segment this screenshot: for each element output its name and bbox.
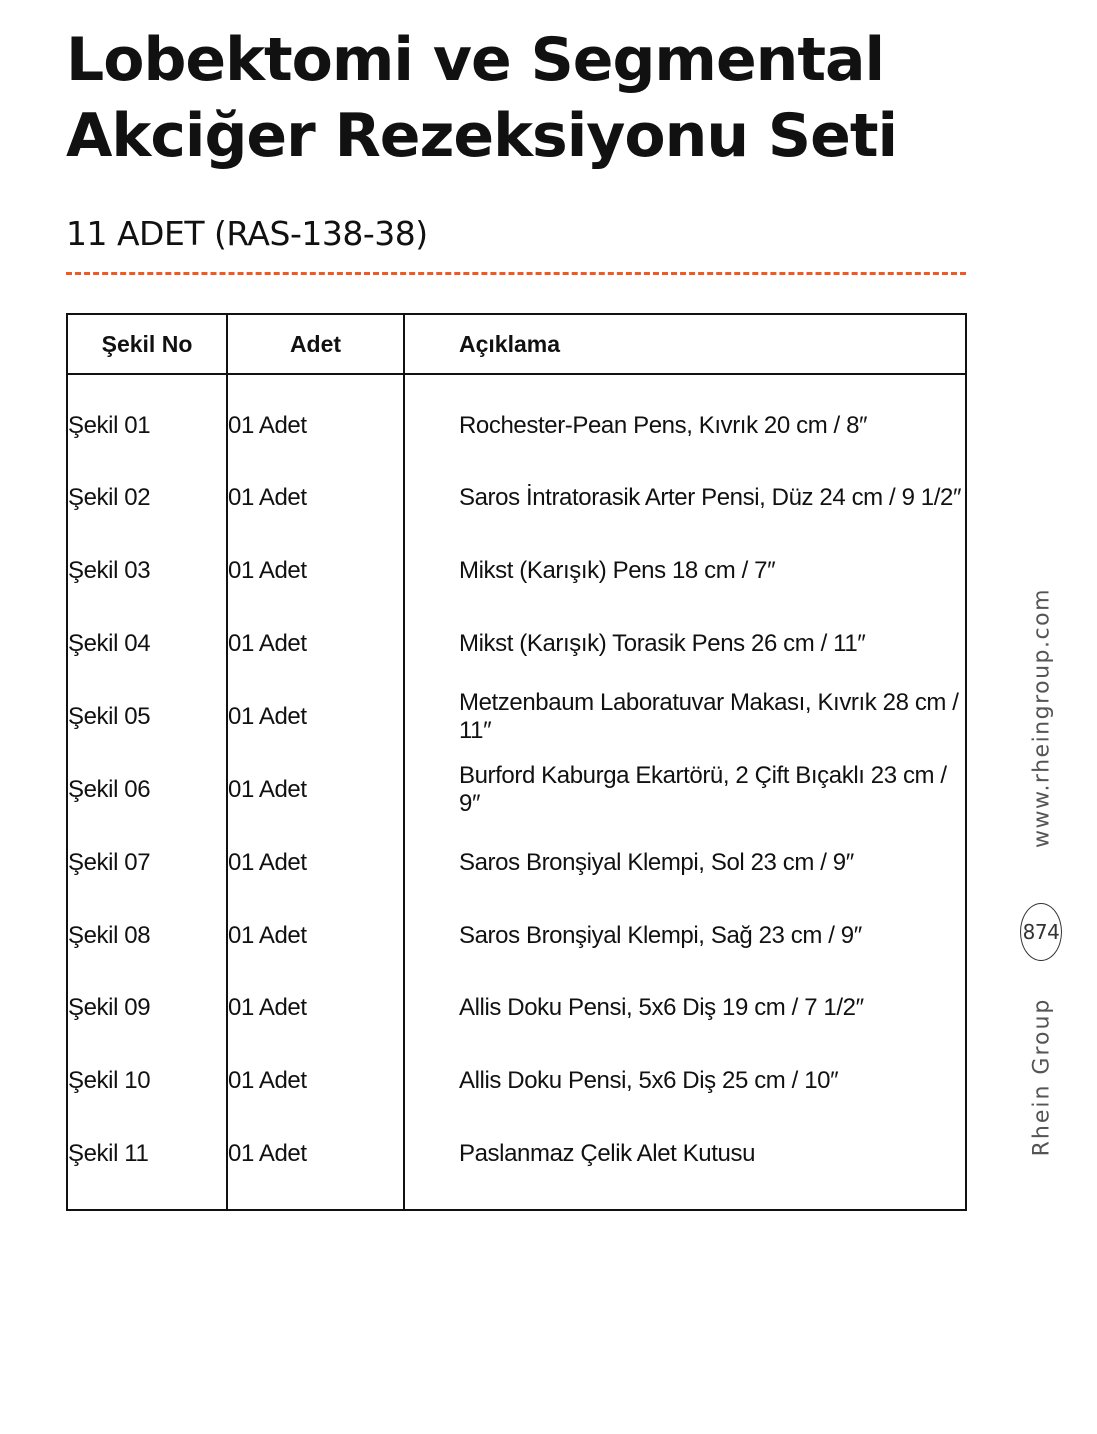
cell-sekil-no: Şekil 02	[67, 462, 227, 535]
table-row	[67, 535, 966, 608]
cell-aciklama: Mikst (Karışık) Pens 18 cm / 7″	[459, 557, 776, 585]
cell-aciklama: Metzenbaum Laboratuvar Makası, Kıvrık 28 cm / 11″	[459, 689, 959, 745]
cell-sekil-no: Şekil 09	[67, 972, 227, 1045]
cell-sekil-no: Şekil 04	[67, 608, 227, 681]
header-adet: Adet	[227, 314, 404, 374]
cell-aciklama: Allis Doku Pensi, 5x6 Diş 19 cm / 7 1/2″	[459, 994, 864, 1022]
cell-sekil-no: Şekil 07	[67, 826, 227, 899]
table-header-row	[67, 314, 966, 374]
cell-adet: 01 Adet	[227, 608, 404, 681]
cell-sekil-no: Şekil 10	[67, 1045, 227, 1118]
cell-adet: 01 Adet	[227, 462, 404, 535]
dashed-divider	[66, 272, 966, 275]
cell-aciklama: Mikst (Karışık) Torasik Pens 26 cm / 11″	[459, 630, 866, 658]
cell-adet: 01 Adet	[227, 681, 404, 754]
table-row	[67, 681, 966, 754]
header-sekil-no: Şekil No	[67, 314, 227, 374]
cell-adet: 01 Adet	[227, 899, 404, 972]
table-row	[67, 972, 966, 1045]
cell-sekil-no: Şekil 11	[67, 1118, 227, 1210]
title-line-1: Lobektomi ve Segmental	[66, 25, 885, 95]
cell-sekil-no: Şekil 03	[67, 535, 227, 608]
table-row	[67, 374, 966, 462]
set-subtitle: 11 ADET (RAS-138-38)	[66, 214, 428, 253]
cell-adet: 01 Adet	[227, 972, 404, 1045]
cell-sekil-no: Şekil 08	[67, 899, 227, 972]
cell-aciklama: Saros Bronşiyal Klempi, Sol 23 cm / 9″	[459, 848, 854, 876]
cell-adet: 01 Adet	[227, 1045, 404, 1118]
cell-aciklama: Paslanmaz Çelik Alet Kutusu	[459, 1140, 756, 1168]
cell-sekil-no: Şekil 06	[67, 753, 227, 826]
side-footer	[1016, 560, 1068, 1172]
brand-name: Rhein Group	[1029, 997, 1055, 1157]
table-row	[67, 899, 966, 972]
cell-aciklama: Saros Bronşiyal Klempi, Sağ 23 cm / 9″	[459, 921, 862, 949]
page-title	[66, 22, 966, 174]
header-aciklama: Açıklama	[404, 314, 966, 374]
cell-aciklama: Rochester-Pean Pens, Kıvrık 20 cm / 8″	[459, 411, 868, 439]
cell-aciklama: Saros İntratorasik Arter Pensi, Düz 24 cm / 9 1/2″	[459, 484, 962, 512]
cell-adet: 01 Adet	[227, 826, 404, 899]
instrument-table	[66, 313, 967, 1211]
table-row	[67, 1045, 966, 1118]
website-url: www.rheingroup.com	[1029, 587, 1055, 849]
table-row	[67, 753, 966, 826]
table-row	[67, 826, 966, 899]
cell-sekil-no: Şekil 05	[67, 681, 227, 754]
table-row	[67, 608, 966, 681]
cell-aciklama: Burford Kaburga Ekartörü, 2 Çift Bıçaklı 23 cm / 9″	[459, 761, 947, 817]
cell-adet: 01 Adet	[227, 374, 404, 462]
cell-sekil-no: Şekil 01	[67, 374, 227, 462]
cell-adet: 01 Adet	[227, 1118, 404, 1210]
title-line-2: Akciğer Rezeksiyonu Seti	[66, 101, 898, 171]
table-row	[67, 1118, 966, 1210]
table-row	[67, 462, 966, 535]
cell-adet: 01 Adet	[227, 753, 404, 826]
cell-aciklama: Allis Doku Pensi, 5x6 Diş 25 cm / 10″	[459, 1067, 839, 1095]
page-number: 874	[1022, 920, 1060, 944]
cell-adet: 01 Adet	[227, 535, 404, 608]
page-number-badge	[1020, 903, 1062, 961]
